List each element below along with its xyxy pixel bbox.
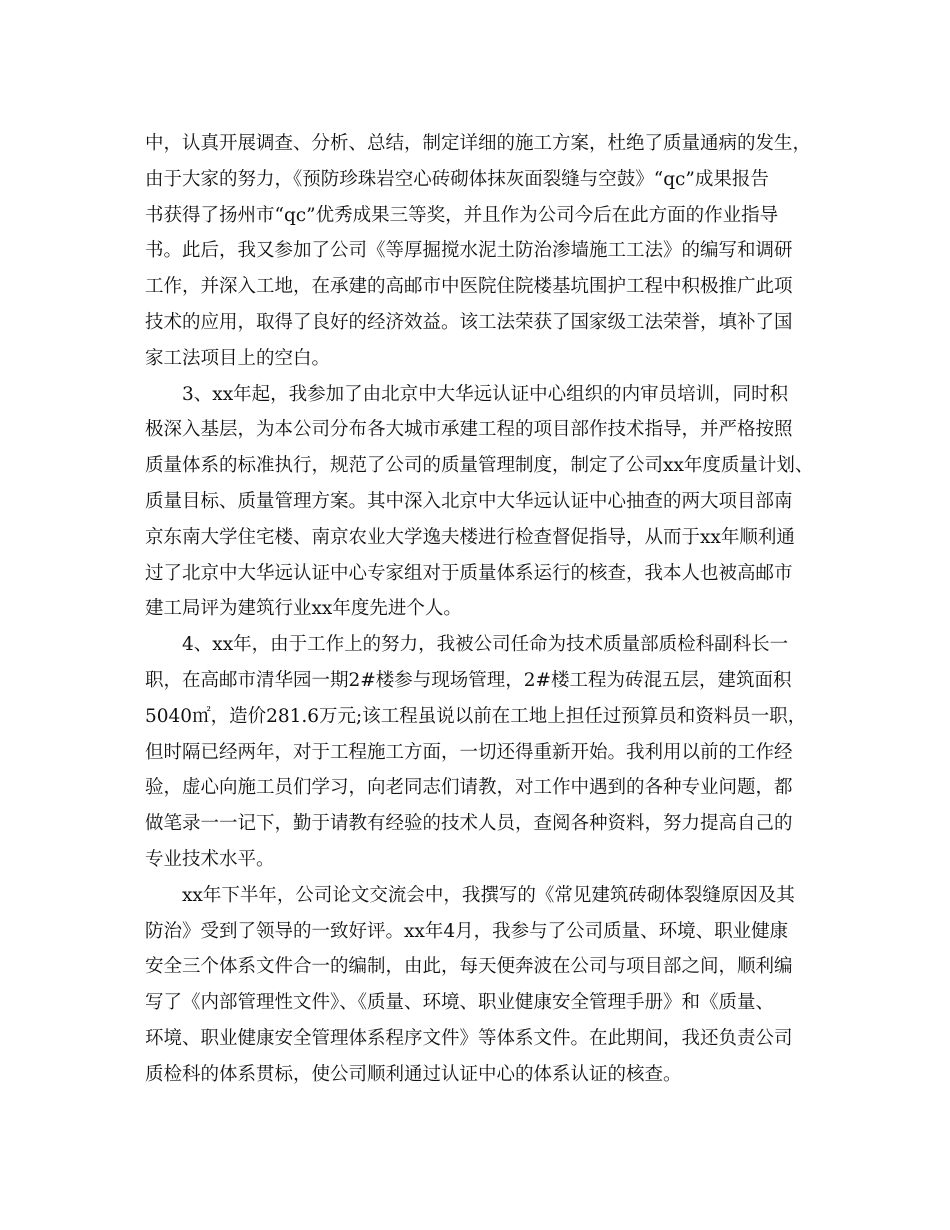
text-line: 写了《内部管理性文件》、《质量、环境、职业健康安全管理手册》和《质量、	[145, 992, 775, 1014]
text-line: 质量体系的标准执行，规范了公司的质量管理制度，制定了公司xx年度质量计划、	[145, 455, 814, 477]
text-line: 工作，并深入工地，在承建的高邮市中医院住院楼基坑围护工程中积极推广此项	[145, 276, 793, 298]
text-line: 由于大家的努力，《预防珍珠岩空心砖砌体抹灰面裂缝与空鼓》“qc”成果报告	[145, 168, 769, 190]
text-line: 5040㎡，造价281.6万元;该工程虽说以前在工地上担任过预算员和资料员一职，	[145, 705, 807, 727]
text-line: 4、xx年，由于工作上的努力，我被公司任命为技术质量部质检科副科长一	[182, 634, 789, 656]
text-line: 3、xx年起，我参加了由北京中大华远认证中心组织的内审员培训，同时积	[182, 383, 789, 405]
text-line: 环境、职业健康安全管理体系程序文件》等体系文件。在此期间，我还负责公司	[145, 1027, 793, 1049]
text-line: 京东南大学住宅楼、南京农业大学逸夫楼进行检查督促指导，从而于xx年顺利通	[145, 526, 795, 548]
text-line: 安全三个体系文件合一的编制，由此，每天便奔波在公司与项目部之间，顺利编	[145, 956, 793, 978]
text-line: 职，在高邮市清华园一期2#楼参与现场管理，2#楼工程为砖混五层，建筑面积	[145, 669, 792, 691]
text-line: 但时隔已经两年，对于工程施工方面，一切还得重新开始。我利用以前的工作经	[145, 741, 793, 763]
text-line: xx年下半年，公司论文交流会中，我撰写的《常见建筑砖砌体裂缝原因及其	[182, 884, 795, 906]
text-line: 中，认真开展调查、分析、总结，制定详细的施工方案，杜绝了质量通病的发生，	[145, 133, 812, 154]
text-line: 技术的应用，取得了良好的经济效益。该工法荣获了国家级工法荣誉，填补了国	[145, 311, 793, 333]
text-line: 书获得了扬州市“qc”优秀成果三等奖，并且作为公司今后在此方面的作业指导	[145, 204, 779, 226]
text-line: 质量目标、质量管理方案。其中深入北京中大华远认证中心抽查的两大项目部南	[145, 490, 793, 512]
text-line: 专业技术水平。	[145, 848, 275, 870]
text-line: 验，虚心向施工员们学习，向老同志们请教，对工作中遇到的各种专业问题，都	[145, 777, 793, 799]
text-line: 防治》受到了领导的一致好评。xx年4月，我参与了公司质量、环境、职业健康	[145, 920, 789, 942]
text-line: 书。此后，我又参加了公司《等厚掘搅水泥土防治渗墙施工工法》的编写和调研	[145, 240, 793, 262]
text-line: 建工局评为建筑行业xx年度先进个人。	[145, 598, 462, 620]
text-line: 过了北京中大华远认证中心专家组对于质量体系运行的核查，我本人也被高邮市	[145, 562, 793, 584]
text-line: 极深入基层，为本公司分布各大城市承建工程的项目部作技术指导，并严格按照	[145, 419, 793, 441]
text-line: 做笔录一一记下，勤于请教有经验的技术人员，查阅各种资料，努力提高自己的	[145, 813, 793, 835]
text-line: 家工法项目上的空白。	[145, 347, 331, 369]
document-body	[145, 126, 814, 1093]
text-line: 质检科的体系贯标，使公司顺利通过认证中心的体系认证的核查。	[145, 1063, 682, 1085]
